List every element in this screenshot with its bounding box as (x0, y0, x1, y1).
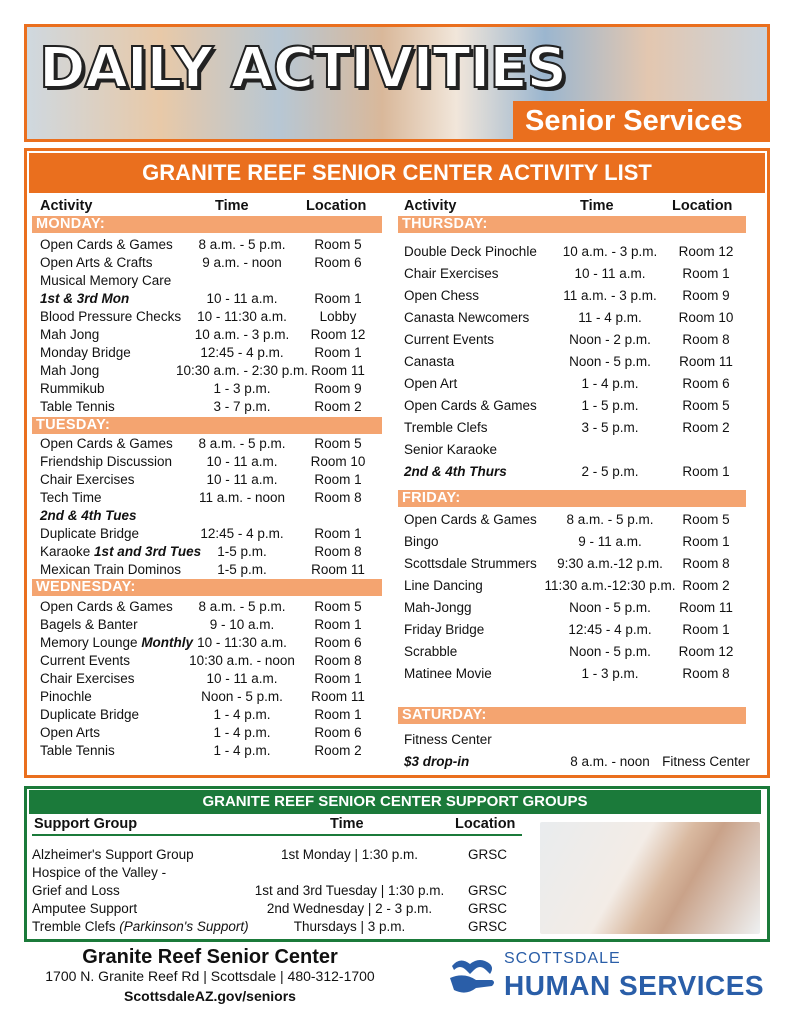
activity-row (404, 665, 754, 683)
activity-time: 11:30 a.m.-12:30 p.m. (544, 578, 676, 593)
scottsdale-logo-icon (446, 956, 500, 1005)
day-friday: FRIDAY: (398, 490, 746, 507)
activity-time: 9:30 a.m.-12 p.m. (557, 556, 663, 571)
activity-name: Mah Jong (40, 363, 100, 378)
activity-name: Scrabble (404, 644, 458, 659)
activity-time: 8 a.m. - 5 p.m. (198, 436, 286, 451)
activity-row (404, 555, 754, 573)
banner-subtitle: Senior Services (513, 101, 770, 141)
activity-time: 10 - 11:30 a.m. (197, 309, 287, 324)
activity-time: 9 - 10 a.m. (209, 617, 275, 632)
activity-name: Rummikub (40, 381, 105, 396)
activity-location: Room 6 (314, 255, 362, 270)
support-group-name: Hospice of the Valley - (32, 865, 167, 880)
activity-location: Room 1 (314, 345, 362, 360)
activity-row (40, 398, 380, 416)
support-group-time: Thursdays | 3 p.m. (293, 919, 406, 934)
activity-location: Room 6 (314, 635, 362, 650)
activity-time: 10:30 a.m. - 2:30 p.m. (175, 363, 309, 378)
support-group-time: 1st Monday | 1:30 p.m. (280, 847, 419, 862)
day-wednesday: WEDNESDAY: (32, 579, 382, 596)
day-thursday: THURSDAY: (398, 216, 746, 233)
day-saturday: SATURDAY: (398, 707, 746, 724)
header-banner (24, 24, 770, 142)
activity-time: Noon - 5 p.m. (569, 600, 651, 615)
sup-header-time: Time (330, 816, 364, 832)
activity-time: 12:45 - 4 p.m. (200, 526, 284, 541)
col-header-location-right: Location (672, 198, 733, 214)
activity-time: 1-5 p.m. (217, 544, 267, 559)
activity-name: 1st & 3rd Mon (40, 291, 130, 306)
activity-location: Room 8 (682, 666, 730, 681)
footer-url[interactable]: ScottsdaleAZ.gov/seniors (124, 988, 296, 1004)
activity-row (404, 753, 754, 771)
activity-row (40, 453, 380, 471)
activity-name: 2nd & 4th Tues (40, 508, 137, 523)
activity-name: Memory Lounge Monthly (40, 635, 194, 650)
activity-row (404, 309, 754, 327)
sup-header-location: Location (455, 816, 516, 832)
activity-name: Canasta Newcomers (404, 310, 530, 325)
support-group-location: GRSC (467, 901, 507, 916)
activity-row (40, 435, 380, 453)
activity-location: Room 2 (314, 399, 362, 414)
footer-address: 1700 N. Granite Reef Rd | Scottsdale | 480-312-1700 (45, 968, 375, 984)
activity-row (40, 543, 380, 561)
activity-row (40, 525, 380, 543)
support-group-row (32, 918, 532, 935)
day-tuesday: TUESDAY: (32, 417, 382, 434)
activity-row (404, 375, 754, 393)
activity-location: Room 6 (682, 376, 730, 391)
activity-location: Room 8 (682, 556, 730, 571)
activity-time: 10 a.m. - 3 p.m. (194, 327, 290, 342)
activity-name: $3 drop-in (404, 754, 470, 769)
activity-location: Lobby (319, 309, 357, 324)
activity-time: Noon - 2 p.m. (569, 332, 651, 347)
footer-center-name: Granite Reef Senior Center (82, 946, 338, 968)
activity-row (40, 254, 380, 272)
activity-name: Line Dancing (404, 578, 483, 593)
activity-row (404, 731, 754, 749)
activity-time: 12:45 - 4 p.m. (200, 345, 284, 360)
activity-name: Table Tennis (40, 743, 115, 758)
activity-row (404, 511, 754, 529)
activity-location: Room 9 (314, 381, 362, 396)
activity-time: 1 - 3 p.m. (213, 381, 271, 396)
activity-location: Room 1 (314, 671, 362, 686)
activity-row (40, 326, 380, 344)
activity-row (40, 598, 380, 616)
activity-location: Room 8 (314, 653, 362, 668)
col-header-activity: Activity (40, 198, 93, 214)
support-group-row (32, 864, 532, 881)
hands-photo (540, 822, 760, 934)
support-group-row (32, 846, 532, 863)
activity-row (404, 353, 754, 371)
support-groups-title: GRANITE REEF SENIOR CENTER SUPPORT GROUPS (29, 790, 761, 814)
activity-time: Noon - 5 p.m. (569, 644, 651, 659)
support-group-location: GRSC (467, 919, 507, 934)
activity-time: 11 a.m. - 3 p.m. (563, 288, 657, 303)
activity-time: 3 - 7 p.m. (213, 399, 271, 414)
activity-location: Room 10 (678, 310, 734, 325)
activity-name: Table Tennis (40, 399, 115, 414)
activity-time: 1 - 3 p.m. (581, 666, 639, 681)
activity-list-title: GRANITE REEF SENIOR CENTER ACTIVITY LIST (29, 153, 765, 193)
activity-name: Mah Jong (40, 327, 100, 342)
logo-text-human-services: HUMAN SERVICES (504, 970, 765, 1001)
activity-location: Room 11 (311, 562, 365, 577)
support-group-location: GRSC (467, 883, 507, 898)
activity-row (40, 507, 380, 525)
activity-time: 10 - 11 a.m. (574, 266, 646, 281)
activity-time: 10 a.m. - 3 p.m. (562, 244, 658, 259)
activity-row (404, 441, 754, 459)
activity-row (404, 265, 754, 283)
activity-name: Chair Exercises (40, 671, 135, 686)
activity-row (404, 419, 754, 437)
activity-name: Mexican Train Dominos (40, 562, 182, 577)
activity-row (40, 489, 380, 507)
activity-time: 1-5 p.m. (217, 562, 267, 577)
activity-location: Room 5 (314, 237, 362, 252)
activity-name: Open Cards & Games (404, 398, 537, 413)
activity-time: 3 - 5 p.m. (581, 420, 639, 435)
activity-location: Room 11 (679, 600, 733, 615)
activity-time: 10 - 11 a.m. (206, 671, 278, 686)
activity-location: Room 8 (314, 544, 362, 559)
activity-time: 10:30 a.m. - noon (189, 653, 295, 668)
activity-time: 10 - 11 a.m. (206, 291, 278, 306)
activity-location: Room 1 (682, 266, 730, 281)
activity-location: Room 6 (314, 725, 362, 740)
activity-time: 8 a.m. - 5 p.m. (198, 599, 286, 614)
activity-row (404, 599, 754, 617)
activity-name: Matinee Movie (404, 666, 492, 681)
activity-name: Double Deck Pinochle (404, 244, 537, 259)
activity-name: Chair Exercises (40, 472, 135, 487)
activity-row (40, 236, 380, 254)
logo-text-scottsdale: SCOTTSDALE (504, 950, 621, 967)
activity-name: Duplicate Bridge (40, 526, 140, 541)
activity-location: Room 1 (682, 534, 730, 549)
activity-row (404, 331, 754, 349)
activity-time: 9 - 11 a.m. (578, 534, 642, 549)
activity-time: 1 - 4 p.m. (581, 376, 639, 391)
activity-name: Duplicate Bridge (40, 707, 140, 722)
support-group-name: Amputee Support (32, 901, 138, 916)
activity-location: Room 1 (314, 617, 362, 632)
activity-location: Room 8 (682, 332, 730, 347)
activity-row (40, 706, 380, 724)
activity-row (40, 290, 380, 308)
support-group-location: GRSC (467, 847, 507, 862)
activity-location: Room 9 (682, 288, 730, 303)
support-group-row (32, 900, 532, 917)
support-group-note: (Parkinson's Support) (115, 919, 249, 934)
support-group-name: Alzheimer's Support Group (32, 847, 194, 862)
sup-header-rule (32, 834, 522, 836)
activity-name: Current Events (40, 653, 131, 668)
activity-location: Fitness Center (662, 754, 750, 769)
activity-name: Open Cards & Games (40, 436, 173, 451)
activity-name: Canasta (404, 354, 455, 369)
activity-name: Fitness Center (404, 732, 492, 747)
activity-row (40, 724, 380, 742)
activity-name: Open Cards & Games (404, 512, 537, 527)
activity-location: Room 2 (314, 743, 362, 758)
activity-name: Friday Bridge (404, 622, 485, 637)
activity-name: Mah-Jongg (404, 600, 472, 615)
activity-row (404, 287, 754, 305)
support-group-name: Grief and Loss (32, 883, 120, 898)
activity-time: 12:45 - 4 p.m. (568, 622, 652, 637)
activity-time: 8 a.m. - 5 p.m. (566, 512, 654, 527)
activity-time: Noon - 5 p.m. (569, 354, 651, 369)
activity-name: Open Art (404, 376, 458, 391)
activity-row (404, 397, 754, 415)
activity-time: 10 - 11 a.m. (206, 472, 278, 487)
activity-name: Bingo (404, 534, 439, 549)
activity-location: Room 5 (314, 436, 362, 451)
activity-time: Noon - 5 p.m. (201, 689, 283, 704)
activity-location: Room 12 (310, 327, 366, 342)
activity-time: 1 - 4 p.m. (213, 743, 271, 758)
activity-location: Room 1 (314, 526, 362, 541)
activity-row (40, 616, 380, 634)
activity-note: 1st and 3rd Tues (90, 544, 202, 559)
activity-name: Open Cards & Games (40, 599, 173, 614)
support-group-name: Tremble Clefs (Parkinson's Support) (32, 919, 249, 934)
activity-location: Room 1 (314, 472, 362, 487)
activity-location: Room 12 (678, 244, 734, 259)
activity-row (40, 308, 380, 326)
activity-location: Room 11 (311, 689, 365, 704)
activity-location: Room 11 (311, 363, 365, 378)
activity-location: Room 2 (682, 420, 730, 435)
activity-time: 8 a.m. - noon (570, 754, 650, 769)
banner-title: DAILY ACTIVITIES (39, 36, 566, 101)
activity-name: Monday Bridge (40, 345, 131, 360)
activity-name: Karaoke 1st and 3rd Tues (40, 544, 202, 559)
activity-name: Tech Time (40, 490, 102, 505)
support-group-row (32, 882, 532, 899)
activity-note: Monthly (137, 635, 194, 650)
activity-time: 1 - 4 p.m. (213, 725, 271, 740)
activity-time: 1 - 5 p.m. (581, 398, 639, 413)
activity-time: 8 a.m. - 5 p.m. (198, 237, 286, 252)
activity-name: Open Chess (404, 288, 480, 303)
activity-row (40, 380, 380, 398)
activity-row (40, 471, 380, 489)
col-header-location: Location (306, 198, 367, 214)
activity-name: Senior Karaoke (404, 442, 498, 457)
activity-location: Room 1 (682, 464, 730, 479)
activity-row (404, 243, 754, 261)
activity-time: 10 - 11:30 a.m. (197, 635, 287, 650)
activity-row (404, 533, 754, 551)
activity-time: 11 - 4 p.m. (578, 310, 642, 325)
activity-location: Room 12 (678, 644, 734, 659)
activity-name: Current Events (404, 332, 495, 347)
activity-location: Room 8 (314, 490, 362, 505)
activity-row (40, 362, 380, 380)
activity-location: Room 1 (314, 707, 362, 722)
activity-row (40, 742, 380, 760)
activity-time: 10 - 11 a.m. (206, 454, 278, 469)
activity-location: Room 5 (314, 599, 362, 614)
activity-row (40, 670, 380, 688)
activity-name: Open Arts (40, 725, 101, 740)
activity-row (40, 652, 380, 670)
activity-location: Room 5 (682, 512, 730, 527)
support-group-time: 1st and 3rd Tuesday | 1:30 p.m. (254, 883, 445, 898)
activity-name: Blood Pressure Checks (40, 309, 182, 324)
activity-location: Room 5 (682, 398, 730, 413)
activity-row (40, 688, 380, 706)
activity-location: Room 1 (314, 291, 362, 306)
col-header-time: Time (215, 198, 249, 214)
activity-time: 1 - 4 p.m. (213, 707, 271, 722)
activity-location: Room 11 (679, 354, 733, 369)
activity-location: Room 10 (310, 454, 366, 469)
activity-row (40, 272, 380, 290)
activity-row (40, 634, 380, 652)
col-header-activity-right: Activity (404, 198, 457, 214)
activity-location: Room 2 (682, 578, 730, 593)
activity-name: Musical Memory Care (40, 273, 172, 288)
activity-name: Tremble Clefs (404, 420, 488, 435)
activity-name: Bagels & Banter (40, 617, 138, 632)
activity-name: Open Arts & Crafts (40, 255, 153, 270)
activity-name: Scottsdale Strummers (404, 556, 537, 571)
activity-row (40, 561, 380, 579)
activity-name: Open Cards & Games (40, 237, 173, 252)
activity-name: Friendship Discussion (40, 454, 173, 469)
activity-time: 11 a.m. - noon (198, 490, 286, 505)
activity-location: Room 1 (682, 622, 730, 637)
day-monday: MONDAY: (32, 216, 382, 233)
activity-time: 2 - 5 p.m. (581, 464, 639, 479)
activity-time: 9 a.m. - noon (202, 255, 282, 270)
activity-name: Chair Exercises (404, 266, 499, 281)
activity-name: 2nd & 4th Thurs (404, 464, 507, 479)
activity-row (40, 344, 380, 362)
activity-row (404, 577, 754, 595)
activity-name: Pinochle (40, 689, 92, 704)
col-header-time-right: Time (580, 198, 614, 214)
activity-row (404, 643, 754, 661)
sup-header-group: Support Group (34, 816, 138, 832)
activity-row (404, 463, 754, 481)
activity-row (404, 621, 754, 639)
support-group-time: 2nd Wednesday | 2 - 3 p.m. (266, 901, 433, 916)
